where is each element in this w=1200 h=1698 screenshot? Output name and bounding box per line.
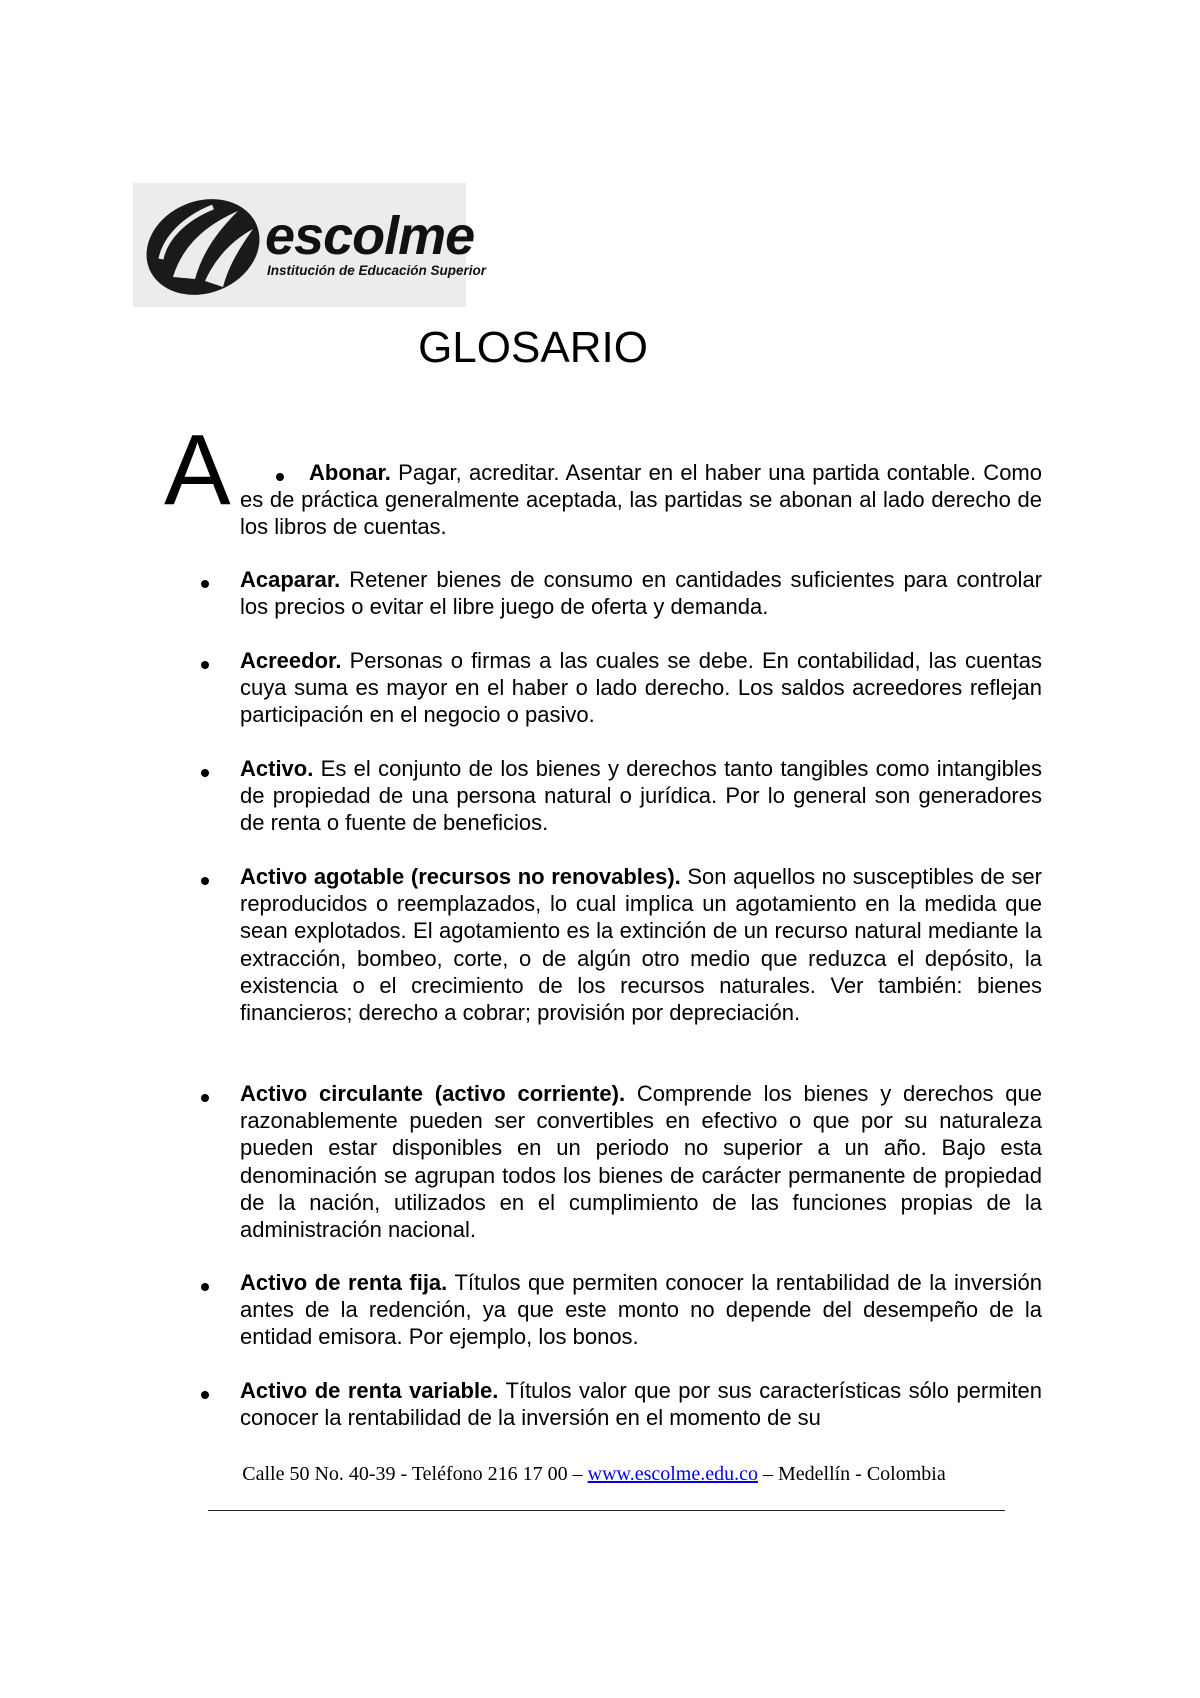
footer-address: Calle 50 No. 40-39 - Teléfono 216 17 00 – (242, 1463, 588, 1485)
entry-term: Abonar. (309, 460, 391, 485)
entry-definition: Son aquellos no susceptibles de ser reproducidos o reemplazados, lo cual implica un agotamiento en la medida que sean explotados. El agotamiento es la extinción de un recurso natural mediante la extracción, bombeo, corte, o de algún otro medio que reduzca el depósito, la existencia o el crecimiento de los recursos naturales. Ver también: bienes financieros; derecho a cobrar; provisión por depreciación. (240, 864, 1042, 1026)
page-title: GLOSARIO (418, 323, 648, 372)
glossary-entry (240, 647, 1042, 729)
entry-definition: Retener bienes de consumo en cantidades suficientes para controlar los precios o evitar el libre juego de oferta y demanda. (240, 567, 1042, 620)
glossary-entry (240, 755, 1042, 837)
entry-term: Acreedor. (240, 648, 342, 673)
footer-divider (208, 1510, 1005, 1511)
glossary-entry (240, 1377, 1042, 1431)
section-letter: A (164, 414, 231, 526)
glossary-entry (240, 863, 1042, 1026)
logo-wordmark: escolme (265, 206, 475, 266)
bullet-icon (201, 661, 209, 669)
logo-swirl-icon (143, 189, 268, 301)
entry-definition: Comprende los bienes y derechos que razonablemente pueden ser convertibles en efectivo o que por su naturaleza pueden estar disponibles en un periodo no superior a un año. Bajo esta denominación se agrupan todos los bienes de carácter permanente de propiedad de la nación, utilizados en el cumplimiento de las funciones propias de la administración nacional. (240, 1081, 1043, 1243)
entry-term: Activo de renta fija. (240, 1270, 448, 1295)
glossary-entry (240, 459, 1042, 541)
glossary-entry (240, 566, 1042, 620)
glossary-entry (240, 1080, 1042, 1243)
escolme-logo (133, 183, 487, 307)
bullet-icon (201, 1094, 209, 1102)
bullet-icon (201, 580, 209, 588)
entry-term: Activo. (240, 756, 314, 781)
bullet-icon (201, 877, 209, 885)
website-link[interactable]: www.escolme.edu.co (587, 1463, 758, 1485)
entry-term: Acaparar. (240, 567, 341, 592)
bullet-icon (201, 769, 209, 777)
glossary-entry (240, 1269, 1042, 1351)
bullet-icon (201, 1283, 209, 1291)
entry-term: Activo de renta variable. (240, 1378, 499, 1403)
logo-tagline: Institución de Educación Superior (267, 263, 487, 278)
entry-definition: Es el conjunto de los bienes y derechos tanto tangibles como intangibles de propiedad de una persona natural o jurídica. Por lo general son generadores de renta o fuente de beneficios. (240, 756, 1042, 836)
bullet-icon (201, 1391, 209, 1399)
entry-definition: Títulos valor que por sus características sólo permiten conocer la rentabilidad de la inversión en el momento de su (240, 1378, 1042, 1431)
page-footer (0, 1463, 1200, 1486)
footer-city: – Medellín - Colombia (757, 1463, 946, 1485)
entry-definition: Títulos que permiten conocer la rentabilidad de la inversión antes de la redención, ya que este monto no depende del desempeño de la entidad emisora. Por ejemplo, los bonos. (240, 1270, 1042, 1350)
entry-term: Activo agotable (recursos no renovables). (240, 864, 681, 889)
entry-definition: Pagar, acreditar. Asentar en el haber una partida contable. Como es de práctica generalmente aceptada, las partidas se abonan al lado derecho de los libros de cuentas. (240, 460, 1042, 540)
entry-definition: Personas o firmas a las cuales se debe. En contabilidad, las cuentas cuya suma es mayor en el haber o lado derecho. Los saldos acreedores reflejan participación en el negocio o pasivo. (240, 648, 1042, 728)
entry-term: Activo circulante (activo corriente). (240, 1081, 626, 1106)
